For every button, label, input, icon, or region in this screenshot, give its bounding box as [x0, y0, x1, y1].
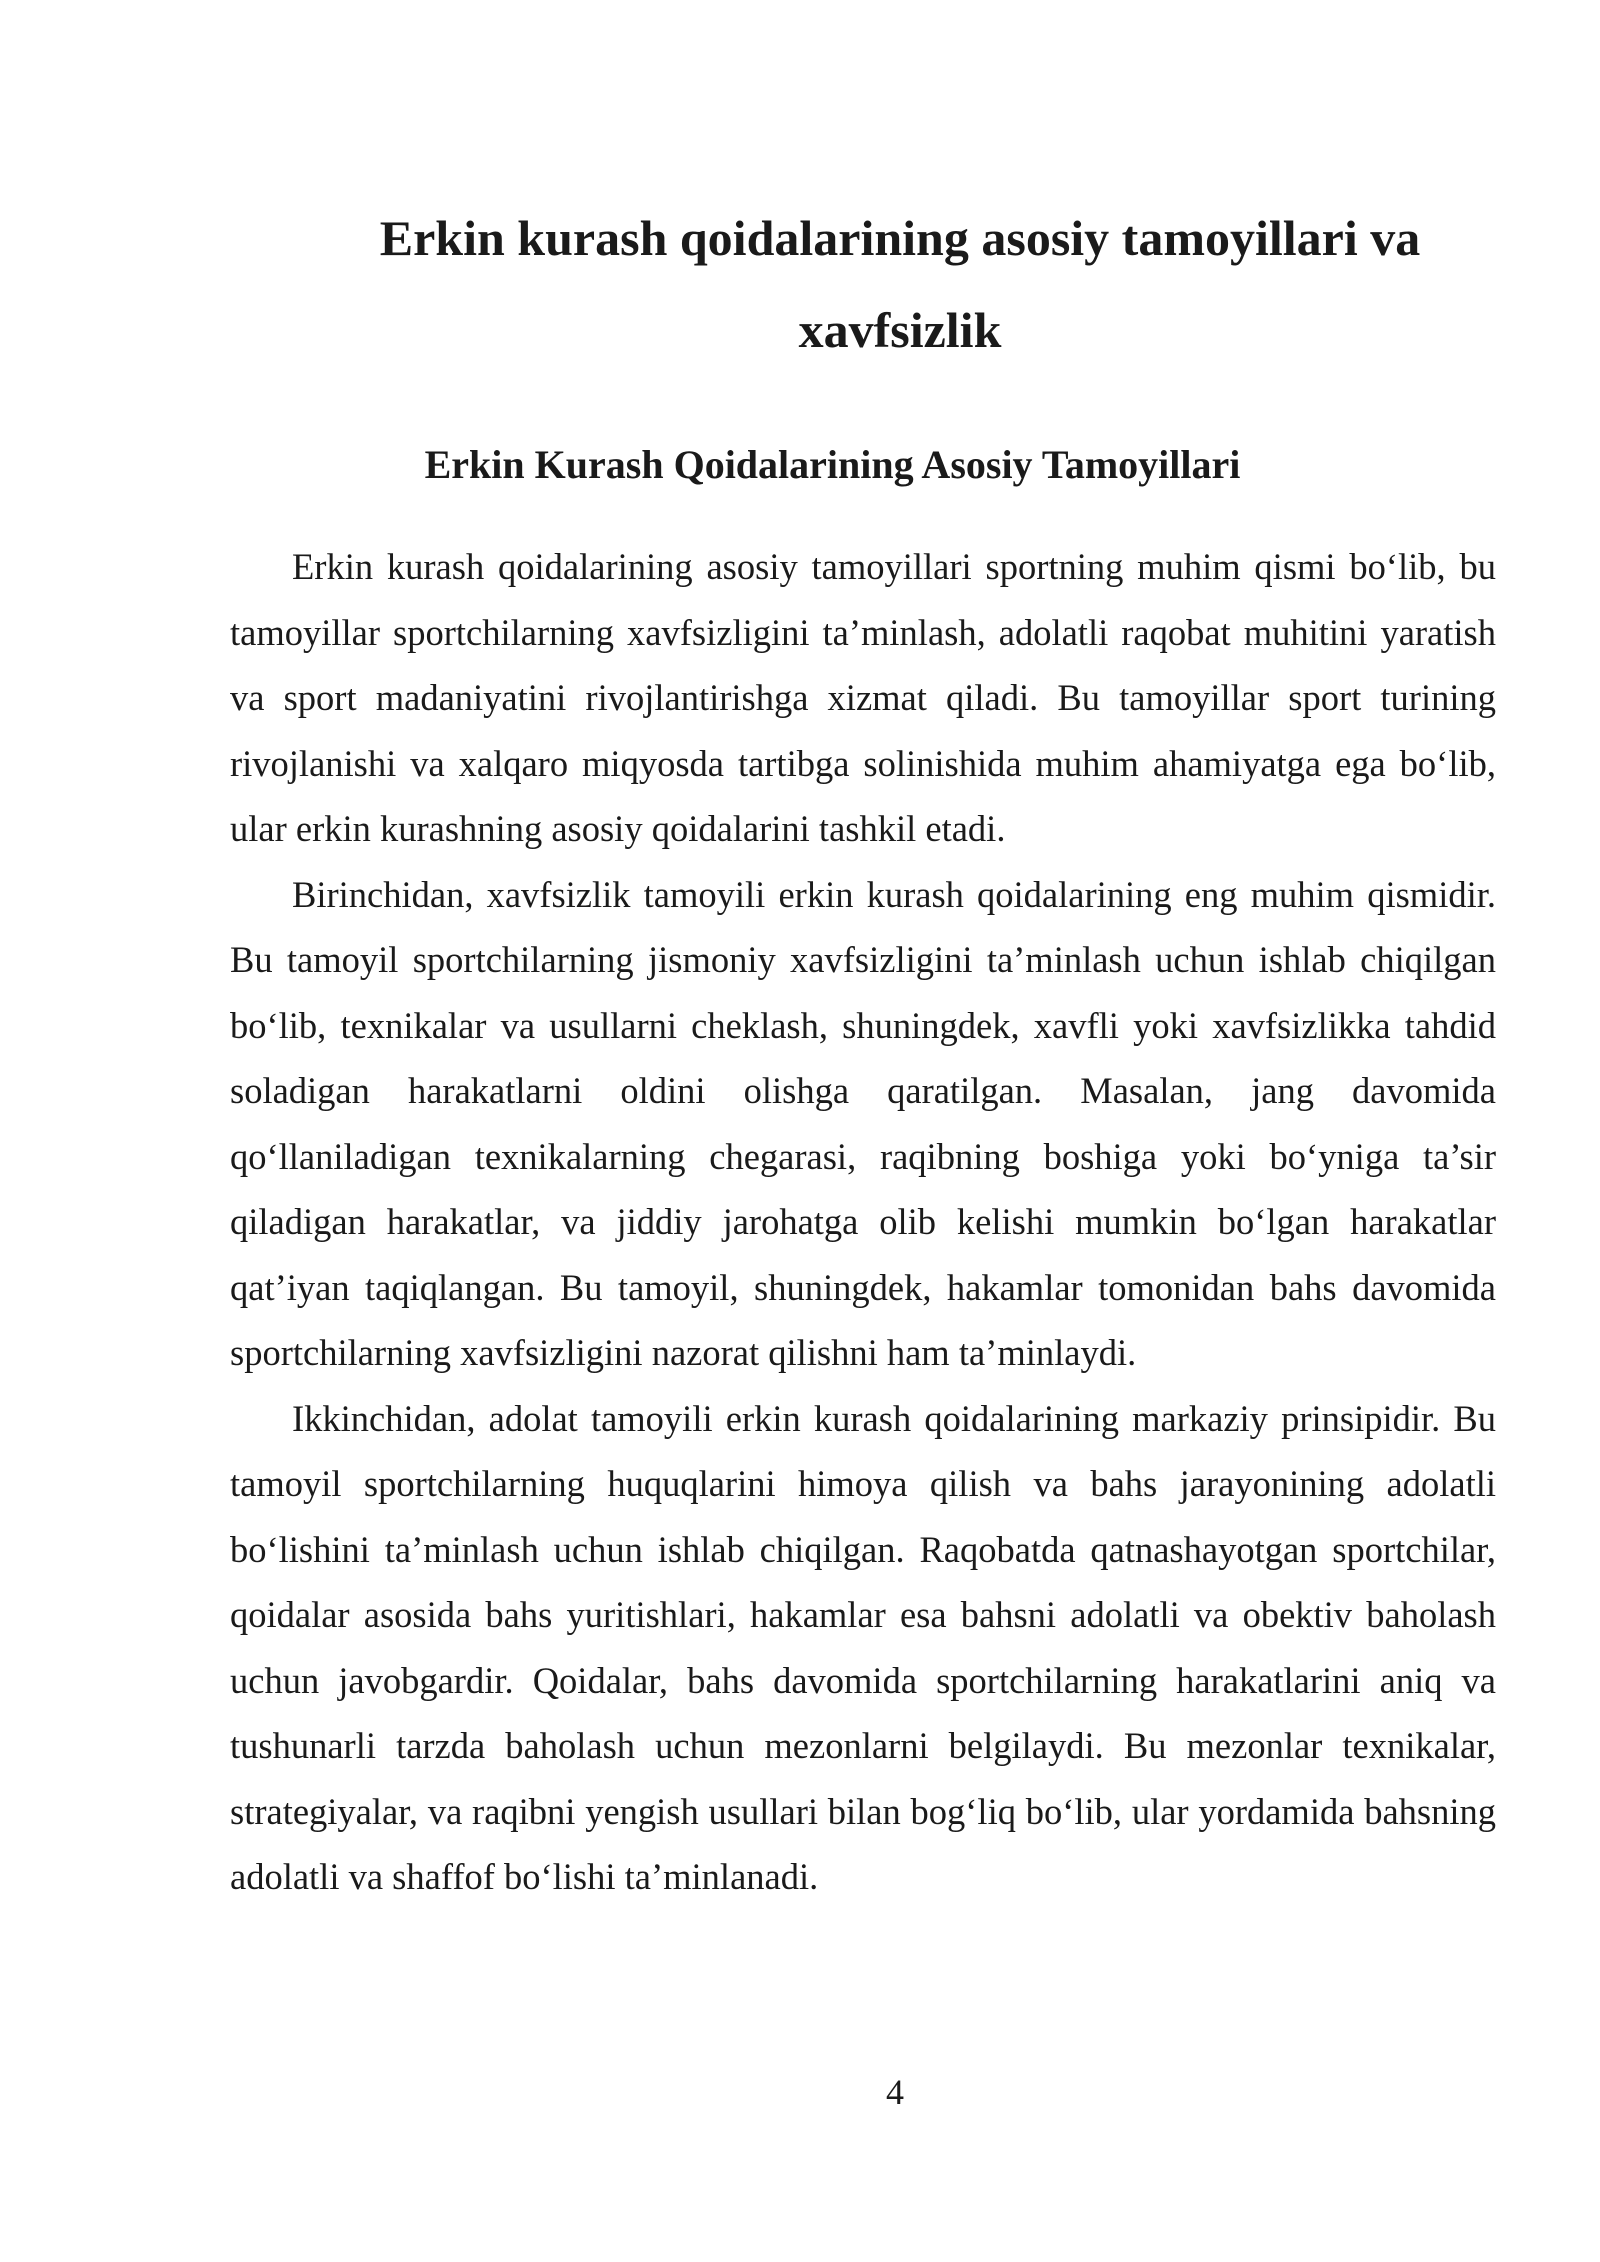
paragraph-fairness-principle: Ikkinchidan, adolat tamoyili erkin kurash qoidalarining markaziy prinsipidir. Bu tamoyil sportchilarning huquqlarini himoya qilish va bahs jarayonining adolatli bo‘lishini ta’minlash uchun ishlab chiqilgan. Raqobatda qatnashayotgan sportchilar, qoidalar asosida bahs yuritishlari, hakamlar esa bahsni adolatli va obektiv baholash uchun javobgardir. Qoidalar, bahs davomida sportchilarning harakatlarini aniq va tushunarli tarzda baholash uchun mezonlarni belgilaydi. Bu mezonlar texnikalar, strategiyalar, va raqibni yengish usullari bilan bog‘liq bo‘lib, ular yordamida bahsning adolatli va shaffof bo‘lishi ta’minlanadi. [230, 1397, 1496, 1897]
section-heading: Erkin Kurash Qoidalarining Asosiy Tamoyillari [424, 442, 1241, 487]
paragraph-intro: Erkin kurash qoidalarining asosiy tamoyillari sportning muhim qismi bo‘lib, bu tamoyillar sportchilarning xavfsizligini ta’minlash, adolatli raqobat muhitini yaratish va sport madaniyatini rivojlantirishga xizmat qiladi. Bu tamoyillar sport turining rivojlanishi va xalqaro miqyosda tartibga solinishida muhim ahamiyatga ega bo‘lib, ular erkin kurashning asosiy qoidalarini tashkil etadi. [230, 546, 1496, 849]
document-title: Erkin kurash qoidalarining asosiy tamoyillari va xavfsizlik [379, 210, 1421, 358]
body-text [230, 534, 1496, 1910]
paragraph-safety-principle: Birinchidan, xavfsizlik tamoyili erkin kurash qoidalarining eng muhim qismidir. Bu tamoyil sportchilarning jismoniy xavfsizligini ta’minlash uchun ishlab chiqilgan bo‘lib, texnikalar va usullarni cheklash, shuningdek, xavfli yoki xavfsizlikka tahdid soladigan harakatlarni oldini olishga qaratilgan. Masalan, jang davomida qo‘llaniladigan texnikalarning chegarasi, raqibning boshiga yoki bo‘yniga ta’sir qiladigan harakatlar, va jiddiy jarohatga olib kelishi mumkin bo‘lgan harakatlar qat’iyan taqiqlangan. Bu tamoyil, shuningdek, hakamlar tomonidan bahs davomida sportchilarning xavfsizligini nazorat qilishni ham ta’minlaydi. [230, 873, 1496, 1373]
page-number: 4 [886, 2072, 904, 2112]
